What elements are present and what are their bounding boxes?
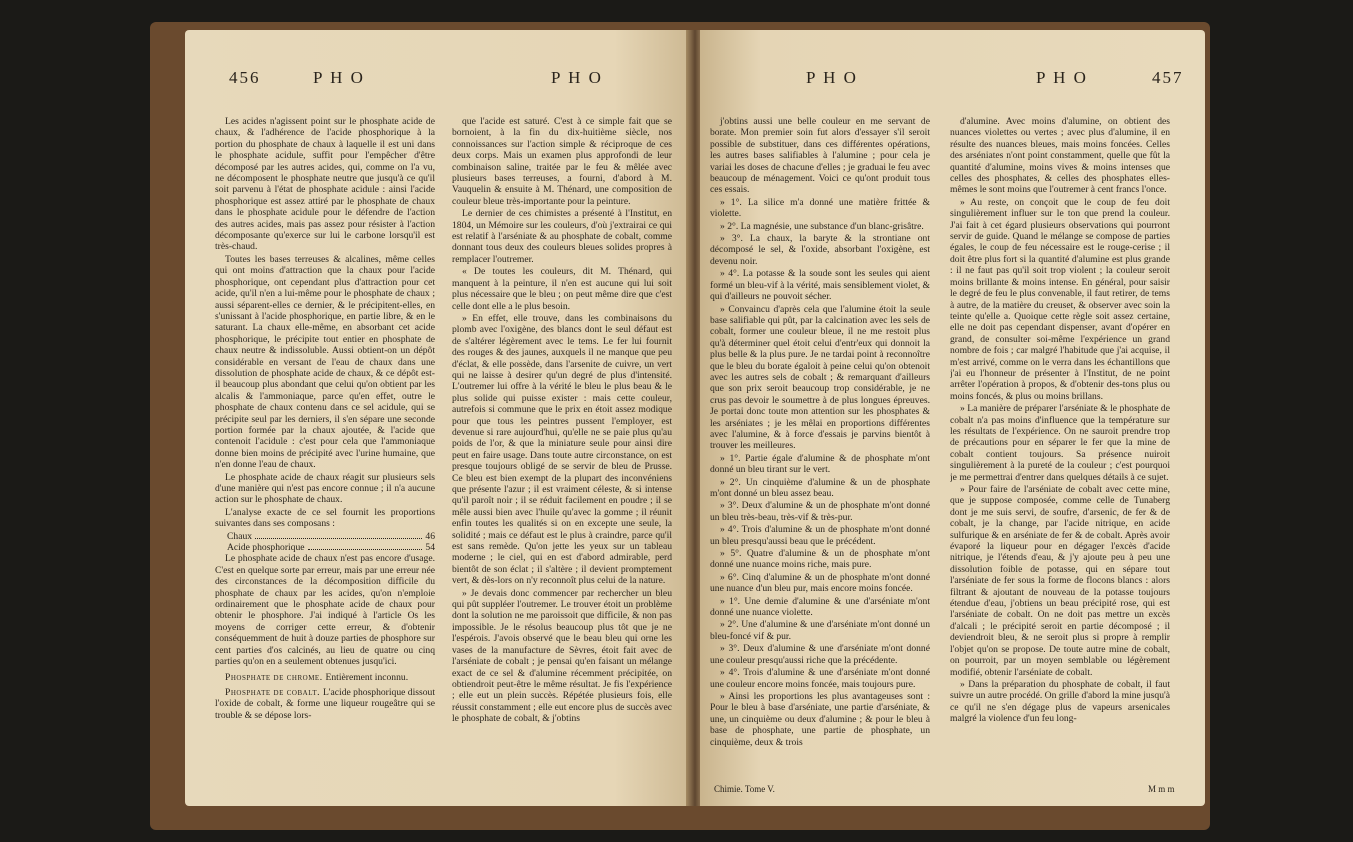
paragraph: j'obtins aussi une belle couleur en me servant de borate. Mon premier soin fut alors d'essayer s'il seroit possible de substituer, dans ces différentes opérations, les autres bases salifiables à l'alumine ; pour cela je variai les doses de chacune d'elles ; je graduai le feu avec beaucoup de ménagement. Voici ce qu'ont produit tous ces essais. bbox=[710, 116, 930, 196]
left-page-number: 456 bbox=[229, 68, 261, 87]
right-page-number: 457 bbox=[1152, 68, 1184, 87]
paragraph: d'alumine. Avec moins d'alumine, on obtient des nuances violettes ou vertes ; avec plus d'alumine, il en résulte des nuances bleues, mais moins foncées. Celles des arséniates n'ont point constamment, quelle que fût la quantité d'alumine, moins vives & moins intenses que celles des phosphates, & celles des phosphates elles-mêmes le sont moins que l'outremer à cent francs l'once. bbox=[950, 116, 1170, 196]
paragraph: Toutes les bases terreuses & alcalines, même celles qui ont moins d'attraction que la chaux pour l'acide phosphorique, ont cependant plus d'attraction pour cet acide, qu'il n'en a lui-même pour le phosphate de chaux ; aussi séparent-elles ce dernier, & le précipitent-elles, en s'unissant à l'acide phosphorique, en partie libre, & en le saturant. La chaux elle-même, en absorbant cet acide phosphorique, le précipite tout entier en phosphate de chaux neutre & indissoluble. Aussi obtient-on un dépôt considérable en versant de l'eau de chaux dans une dissolution de phosphate acide de chaux, & ce dépôt est-il beaucoup plus abondant que celui qu'on obtient par les alcalis & l'ammoniaque, parce qu'en effet, outre le phosphate de chaux contenu dans ce sel acidule, qui se précipite seul par les derniers, il s'en sépare une seconde portion formée par la chaux ajoutée, & l'acide que contenoit l'acidule : c'est pour cela que l'ammoniaque donne bien moins de précipité avec l'urine humaine, que n'en donne l'eau de chaux. bbox=[215, 253, 435, 471]
entry-term: Phosphate de chrome. bbox=[225, 671, 326, 683]
paragraph: » 6°. Cinq d'alumine & un de phosphate m'ont donné une nuance d'un bleu pur, mais encore moins foncée. bbox=[710, 571, 930, 595]
paragraph: » Je devais donc commencer par rechercher un bleu qui pût suppléer l'outremer. Le trouver étoit un problème dont la solution ne me paroissoit que difficile, & non pas impossible. Je le résolus beaucoup plus tôt que je ne l'espérois. J'avois observé que le beau bleu qui orne les vases de la manufacture de Sèvres, étoit fait avec de l'arséniate de cobalt ; je pensai qu'en faisant un mélange exact de ce sel & d'alumine récemment précipitée, on obtiendroit peut-être le même résultat. Je fis l'expérience ; elle eut un plein succès. Répétée plusieurs fois, elle réussit constamment ; elle eut encore plus de succès avec le phosphate de cobalt, & j'obtins bbox=[452, 587, 672, 725]
entry-text: L'acide phosphorique dissout l'oxide de cobalt, & forme une liqueur rougeâtre qui se trouble & se dépose lors- bbox=[215, 686, 435, 721]
paragraph: L'analyse exacte de ce sel fournit les proportions suivantes dans ses composans : bbox=[215, 506, 435, 530]
paragraph: que l'acide est saturé. C'est à ce simple fait que se bornoient, à la fin du dix-huitième siècle, nos connoissances sur l'action simple & réciproque de ces deux corps. Mais un examen plus approfondi de leur combinaison saline, traitée par le feu & mêlée avec plusieurs bases terreuses, a fourni, d'abord à M. Vauquelin & ensuite à M. Thénard, une composition de couleur bleue très-importante pour la peinture. bbox=[452, 116, 672, 207]
paragraph: » Convaincu d'après cela que l'alumine étoit la seule base salifiable qui pût, par la calcination avec les sels de cobalt, former une couleur bleue, il ne me restoit plus qu'à déterminer quel étoit celui d'entr'eux qui donnoit la plus belle & la plus pure. Je ne tardai point à reconnoître que le bleu du borate égaloit à peine celui qu'on obtenoit avec les autres sels de cobalt ; & remarquant d'ailleurs que son prix seroit beaucoup trop considérable, je ne crus pas devoir le soumettre à de plus longues épreuves. Je portai donc toute mon attention sur les phosphates & les arséniates ; je les mêlai en proportions différentes avec l'alumine, & à force d'essais je parvins bientôt à trouver les meilleures. bbox=[710, 303, 930, 452]
paragraph: Les acides n'agissent point sur le phosphate acide de chaux, & l'adhérence de l'acide phosphorique à la portion du phosphate de chaux à laquelle il est uni dans le phosphate acidule, suffit pour l'empêcher d'être décomposé par les autres acides, qui, comme on l'a vu, ne décomposent le phosphate neutre que jusqu'à ce qu'il soit parvenu à l'état de phosphate acidule : ainsi l'acide phosphorique est assez attiré par le phosphate de chaux dans le phosphate acidule pour le défendre de l'action des autres acides, mais pas assez pour résister à l'action décomposante qu'exerce sur lui le carbone lorsqu'il est très-chaud. bbox=[215, 116, 435, 253]
paragraph: » Au reste, on conçoit que le coup de feu doit singulièrement influer sur le ton que prend la couleur. J'ai fait à cet égard plusieurs observations qui pourront servir de guide. Quand le mélange se compose de parties égales, le coup de feu nécessaire est le rouge-cerise ; il doit être plus fort si la quantité d'alumine est plus grande : il ne faut pas qu'il soit trop violent ; la couleur seroit moins brillante & moins intense. En général, pour saisir le degré de feu le plus convenable, il faut retirer, de tems à autre, de la matière du creuset, & observer avec soin la teinte qu'elle a. Quoique cette règle soit assez certaine, elle ne doit pas cependant dispenser, avant d'opérer en grand, de consulter soi-même l'expérience un grand nombre de fois ; car malgré l'habitude que j'ai acquise, il m'est arrivé, comme on le verra dans les échantillons que j'ai eu l'honneur de présenter à l'Institut, de ne point arrêter l'opération à propos, & d'obtenir des-tons plus ou moins foncés, & plus ou moins brillans. bbox=[950, 196, 1170, 402]
right-head-title-b: P H O bbox=[1036, 68, 1088, 87]
footer-signature: M m m bbox=[1148, 784, 1175, 794]
paragraph: » 4°. La potasse & la soude sont les seules qui aient formé un bleu-vif à la vérité, mais sensiblement violet, & qui d'ailleurs ne pouvoit sécher. bbox=[710, 268, 930, 303]
left-page bbox=[185, 30, 690, 806]
left-running-head bbox=[185, 68, 690, 102]
paragraph: » En effet, elle trouve, dans les combinaisons du plomb avec l'oxigène, des blancs dont le seul défaut est de s'altérer légèrement avec le tems. Le fer lui fournit des rouges & des jaunes, auxquels il ne manque que peu d'éclat, & elle possède, dans l'arsenite de cuivre, un vert qui ne laisse à desirer qu'un degré de plus d'intensité. L'outremer lui offre à la vérité le bleu le plus beau & le plus solide qui puisse exister : mais cette couleur, autrefois si commune que le prix en étoit assez modique pour que tous les peintres pussent l'employer, est devenue si rare aujourd'hui, qu'elle ne se paie plus qu'au poids de l'or, & que la miniature seule pour ainsi dire peut en faire usage. Dans toute autre circonstance, on est presque toujours obligé de se servir de bleu de Prusse. Ce bleu est bien exempt de la plupart des inconvéniens que présente l'azur ; il est vraiment céleste, & si intense qu'il paroît noir ; il se réduit facilement en poudre ; il se mêle aussi bien avec l'huile qu'avec la gomme ; il réunit enfin toutes les qualités si on en excepte une seule, la solidité ; mais ce défaut est le plus à craindre, parce qu'il est sans remède. Qu'on jette les yeux sur un tableau moderne ; le ciel, qui en est d'abord admirable, perd bientôt de son éclat ; il s'altère ; il devient promptement vert, & dès-lors on n'y reconnoît plus celui de la nature. bbox=[452, 312, 672, 587]
dictionary-entry bbox=[215, 672, 435, 683]
left-column-1 bbox=[215, 116, 435, 796]
paragraph: Le dernier de ces chimistes a présenté à l'Institut, en 1804, un Mémoire sur les couleurs, d'où j'extrairai ce qui est relatif à l'arséniate & au phosphate de cobalt, comme donnant tous deux des couleurs bleues solides propres à remplacer l'outremer. bbox=[452, 208, 672, 265]
composition-label: Acide phosphorique bbox=[227, 542, 305, 554]
left-head-title-a: P H O bbox=[313, 68, 365, 87]
paragraph: Le phosphate acide de chaux réagit sur plusieurs sels d'une manière qui n'est pas encore connue ; il n'a aucune action sur le phosphate de chaux. bbox=[215, 471, 435, 506]
leader-dots bbox=[308, 542, 423, 550]
right-column-1 bbox=[710, 116, 930, 796]
left-head-title-b: P H O bbox=[551, 68, 603, 87]
paragraph: » Dans la préparation du phosphate de cobalt, il faut suivre un autre procédé. On grille d'abord la mine jusqu'à ce qu'il ne s'en dégage plus de vapeurs arsenicales malgré la violence d'un feu long- bbox=[950, 678, 1170, 725]
paragraph: » 2°. Un cinquième d'alumine & un de phosphate m'ont donné un bleu assez beau. bbox=[710, 476, 930, 499]
paragraph: » 3°. Deux d'alumine & une d'arséniate m'ont donné une couleur presqu'aussi riche que la précédente. bbox=[710, 643, 930, 666]
paragraph: » 1°. Partie égale d'alumine & de phosphate m'ont donné un bleu tirant sur le vert. bbox=[710, 452, 930, 476]
paragraph: » La manière de préparer l'arséniate & le phosphate de cobalt n'a pas moins d'influence que la température sur les résultats de l'expérience. On ne sauroit prendre trop de précautions pour en séparer le fer que la mine de cobalt contient toujours. Sa présence nuiroit singulièrement à la pureté de la couleur ; c'est pourquoi je me permettrai d'entrer dans quelques détails à ce sujet. bbox=[950, 403, 1170, 483]
composition-label: Chaux bbox=[227, 530, 253, 542]
paragraph: » Pour faire de l'arséniate de cobalt avec cette mine, que je suppose composée, comme celle de Tunaberg dont je me suis servi, de soufre, d'arsenic, de fer & de cobalt, je la change, par l'acide nitrique, en acide sulfurique & en arséniate de fer & de cobalt. Après avoir évaporé la liqueur pour en dégager l'excès d'acide nitrique, je l'étends d'eau, & j'y ajoute peu à peu une dissolution foible de potasse, qui en sépare tout l'arséniate de fer sous la forme de flocons blancs : alors filtrant & ajoutant de nouveau de la potasse toujours étendue d'eau, j'obtiens un beau précipité rose, qui est l'arséniate de cobalt. On ne doit pas mettre un excès d'alcali ; le précipité seroit en partie décomposé ; il deviendroit bleu, & ne seroit plus si propre à remplir l'objet qu'on se propose. De toute autre mine de cobalt, on pourroit, par un moyen semblable ou légèrement modifié, obtenir l'arséniate de cobalt. bbox=[950, 484, 1170, 678]
paragraph: » 4°. Trois d'alumine & une d'arséniate m'ont donné une couleur encore moins foncée, mais toujours pure. bbox=[710, 667, 930, 690]
paragraph: » 5°. Quatre d'alumine & un de phosphate m'ont donné une nuance moins riche, mais pure. bbox=[710, 548, 930, 571]
right-head-title-a: P H O bbox=[806, 68, 858, 87]
right-running-head bbox=[700, 68, 1205, 102]
paragraph: » 1°. Une demie d'alumine & une d'arséniate m'ont donné une nuance violette. bbox=[710, 595, 930, 619]
footer-volume: Chimie. Tome V. bbox=[714, 784, 775, 794]
paragraph: » 3°. La chaux, la baryte & la strontiane ont décomposé le sel, & l'oxide, absorbant l'oxigène, est devenu noir. bbox=[710, 233, 930, 267]
entry-text: Entièrement inconnu. bbox=[325, 671, 409, 683]
paragraph: » 2°. Une d'alumine & une d'arséniate m'ont donné un bleu-foncé vif & pur. bbox=[710, 619, 930, 642]
composition-value: 54 bbox=[425, 542, 435, 554]
dictionary-entry bbox=[215, 687, 435, 721]
composition-value: 46 bbox=[425, 530, 435, 542]
composition-row bbox=[215, 542, 435, 553]
left-column-2 bbox=[452, 116, 672, 796]
leader-dots bbox=[255, 531, 422, 539]
entry-term: Phosphate de cobalt. bbox=[225, 686, 323, 698]
paragraph: » 3°. Deux d'alumine & un de phosphate m'ont donné un bleu très-beau, très-vif & très-pur. bbox=[710, 500, 930, 523]
paragraph: » 2°. La magnésie, une substance d'un blanc-grisâtre. bbox=[720, 220, 924, 232]
paragraph: » 1°. La silice m'a donné une matière frittée & violette. bbox=[710, 196, 930, 220]
paragraph: » Ainsi les proportions les plus avantageuses sont : Pour le bleu à base d'arséniate, une partie d'arséniate, & une, un cinquième ou deux d'alumine ; & pour le bleu à base de phosphate, une partie de phosphate, un cinquième, deux & trois bbox=[710, 690, 930, 748]
composition-row bbox=[215, 531, 435, 542]
right-column-2 bbox=[950, 116, 1170, 796]
paragraph: » 4°. Trois d'alumine & un de phosphate m'ont donné un bleu presqu'aussi beau que le précédent. bbox=[710, 524, 930, 547]
paragraph: « De toutes les couleurs, dit M. Thénard, qui manquent à la peinture, il n'en est aucune qui lui soit plus nécessaire que le bleu ; on peut même dire que c'est celle dont elle a le plus besoin. bbox=[452, 266, 672, 312]
paragraph: Le phosphate acide de chaux n'est pas encore d'usage. C'est en quelque sorte par erreur, mais par une erreur née des circonstances de la décomposition difficile du phosphate de chaux par les acides, qu'on n'emploie ordinairement que le phosphate acide de chaux pour obtenir le phosphore. J'ai indiqué à l'article Os les moyens de corriger cette erreur, & d'obtenir conséquemment de huit à douze parties de phosphore sur cent parties d'os calcinés, au lieu de quatre ou cinq parties qu'on en a seulement obtenues jusqu'ici. bbox=[215, 553, 435, 668]
right-page bbox=[700, 30, 1205, 806]
